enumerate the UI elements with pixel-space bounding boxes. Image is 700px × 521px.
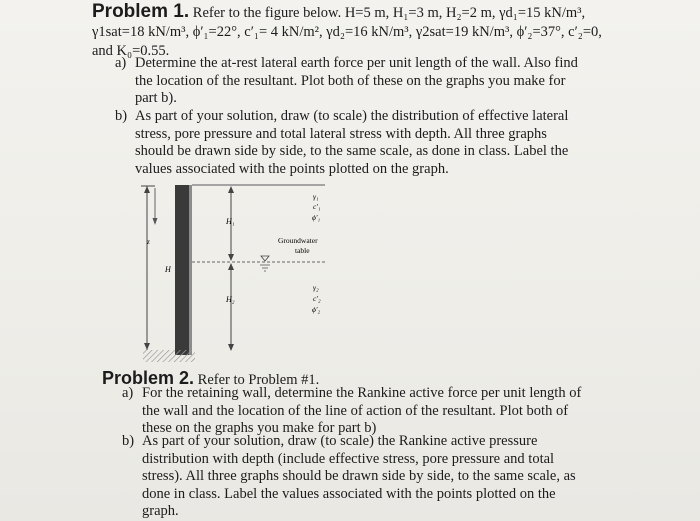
part-a-label: a) — [115, 55, 127, 71]
part-b-line: stress, pore pressure and total lateral stress with depth. All three graphs — [135, 125, 547, 142]
part-b-line: distribution with depth (include effective stress, pore pressure and total — [142, 450, 555, 467]
retaining-wall-figure — [135, 180, 350, 365]
soil1-unit-weight: γ₁ — [313, 192, 319, 201]
h2-label: H₂ — [226, 295, 235, 304]
soil2-unit-weight: γ₂ — [313, 283, 319, 292]
h-dim-arrow-bottom — [144, 343, 150, 350]
h-label: H — [165, 265, 171, 274]
soil1-cohesion: c′₁ — [313, 202, 321, 211]
problem2-intro: Refer to Problem #1. — [197, 372, 320, 388]
problem1-part-b — [115, 108, 695, 180]
water-table-symbol — [261, 256, 269, 261]
problem1-title: Problem 1. — [92, 1, 190, 22]
part-a-line: the location of the resultant. Plot both of these on the graphs you make for — [135, 72, 566, 89]
part-b-line: done in class. Label the values associated with the points plotted on the — [142, 485, 556, 502]
problem1-given-2: γ1sat=18 kN/m³, ϕ′₁=22°, c′₁= 4 kN/m², γd₂=16 kN/m³, γ2sat=19 kN/m³, ϕ′₂=37°, c′₂=0, — [92, 24, 602, 40]
groundwater-table-label: table — [295, 246, 310, 255]
problem1-line1 — [92, 2, 692, 23]
part-b-line: values associated with the points plotted on the graph. — [135, 160, 449, 177]
part-b-label: b) — [122, 433, 135, 449]
part-b-line: As part of your solution, draw (to scale) the Rankine active pressure — [142, 433, 538, 449]
problem2-part-a — [122, 385, 692, 439]
problem1-given-1: Refer to the figure below. H=5 m, H₁=3 m, H₂=2 m, γd₁=15 kN/m³, — [192, 5, 586, 21]
part-b-label: b) — [115, 108, 128, 124]
h1-label: H₁ — [226, 217, 235, 226]
z-axis-arrow — [153, 218, 158, 225]
soil1-friction-angle: ϕ′₁ — [312, 213, 321, 222]
part-b-line: As part of your solution, draw (to scale) the distribution of effective lateral — [135, 108, 569, 124]
h1-dim-arrow-top — [228, 186, 234, 193]
h2-dim-arrow-top — [228, 263, 234, 270]
groundwater-label: Groundwater — [278, 236, 318, 245]
h-dim-arrow-top — [144, 186, 150, 193]
part-a-line: the wall and the location of the line of action of the resultant. Plot both of — [142, 402, 569, 419]
problem1-statement — [92, 2, 692, 61]
problem1-given-3: and K₀=0.55. — [92, 43, 170, 59]
part-a-line: For the retaining wall, determine the Rankine active force per unit length of — [142, 385, 582, 401]
part-a-line: these on the graphs you make for part b) — [142, 420, 377, 436]
h1-dim-arrow-bottom — [228, 254, 234, 261]
z-label: z — [147, 238, 150, 246]
wall-face — [189, 185, 192, 355]
soil2-friction-angle: ϕ′₂ — [312, 305, 321, 314]
soil2-cohesion: c′₂ — [313, 294, 321, 303]
part-b-line: should be drawn side by side, to the same scale, as done in class. Label the — [135, 143, 569, 159]
problem2-part-b — [122, 433, 692, 521]
base-hatch — [143, 350, 195, 362]
h2-dim-arrow-bottom — [228, 344, 234, 351]
problem2-title: Problem 2. — [102, 368, 195, 388]
part-a-line: Determine the at-rest lateral earth force per unit length of the wall. Also find — [135, 55, 578, 71]
part-b-line: stress). All three graphs should be drawn side by side, to the same scale, as — [142, 468, 576, 484]
part-a-line: part b). — [135, 90, 177, 106]
part-b-line: graph. — [142, 503, 179, 519]
wall-body — [175, 185, 189, 355]
problem1-part-a — [115, 55, 695, 109]
part-a-label: a) — [122, 385, 134, 401]
